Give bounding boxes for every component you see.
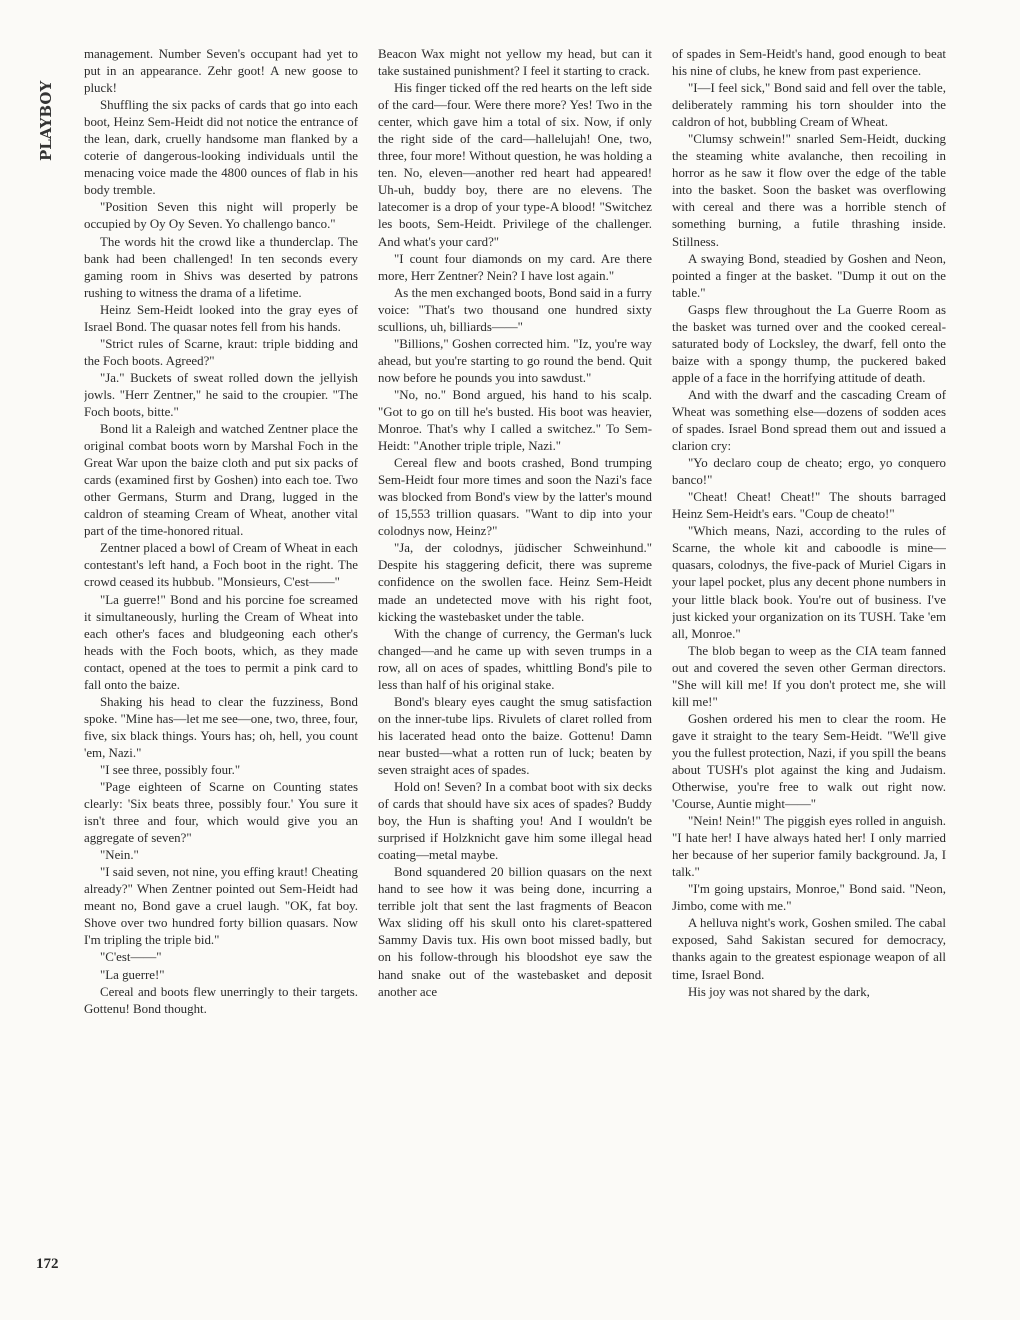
paragraph: "Strict rules of Scarne, kraut: triple bidding and the Foch boots. Agreed?" xyxy=(84,336,358,368)
paragraph: Shuffling the six packs of cards that go into each boot, Heinz Sem-Heidt did not notice the entrance of the lean, dark, cruelly handsome man flanked by a coterie of dangerous-looking individuals until the menacing voice made the 4800 ounces of flab in his body tremble. xyxy=(84,98,358,198)
paragraph: And with the dwarf and the cascading Cream of Wheat was something else—dozens of sodden aces of spades. Israel Bond spread them out and issued a clarion cry: xyxy=(672,387,946,454)
paragraph: The blob began to weep as the CIA team fanned out and covered the seven other German directors. "She will kill me! If you don't protect me, she will kill me!" xyxy=(672,643,946,709)
paragraph: "Which means, Nazi, according to the rules of Scarne, the whole kit and caboodle is mine—quasars, colodnys, the five-pack of Muriel Cigars in your lapel pocket, plus any decent phone numbers in your little black book. You're out of business. I've just kicked your organization on its TUSH. Take 'em all, Monroe." xyxy=(672,524,946,641)
paragraph: "I—I feel sick," Bond said and fell over the table, deliberately ramming his torn shoulder into the caldron of hot, bubbling Cream of Wheat. xyxy=(672,81,946,130)
paragraph: "Position Seven this night will properly be occupied by Oy Oy Seven. Yo challengo banco." xyxy=(84,200,358,232)
paragraph: Bond squandered 20 billion quasars on the next hand to see how it was being done, incurring a terrible jolt that sent the last fragments of Beacon Wax sliding off his skull onto his claret-spattered Sammy Davis tux. His own boot missed badly, but on his follow-through his bloodshot eye saw the hand snake out of the wastebasket and deposit another ace xyxy=(378,865,652,999)
paragraph: Shaking his head to clear the fuzziness, Bond spoke. "Mine has—let me see—one, two, three, four, five, six black things. Yours has; oh, hell, you count 'em, Nazi." xyxy=(84,694,358,760)
paragraph: "La guerre!" xyxy=(100,967,165,982)
paragraph: His finger ticked off the red hearts on the left side of the card—four. Were there more? Yes! Two in the center, which gave him a total of six. Now, if only the right side of the card—hallelujah! One, two, three, four more! Without question, he was holding a ten. No, eleven—another red heart had appeared! Uh-uh, buddy boy, there are no elevens. The latecomer is a drop of your type-A blood! "Switchez les boots, Sem-Heidt. Privilege of the challenger. And what's your card?" xyxy=(378,81,652,249)
paragraph: Hold on! Seven? In a combat boot with six decks of cards that should have six aces of spades? Buddy boy, the Hun is shafting you! And I wouldn't be surprised if Holzknicht gave him some illegal head coating—metal maybe. xyxy=(378,780,652,863)
paragraph: "I said seven, not nine, you effing kraut! Cheating already?" When Zentner pointed out Sem-Heidt had meant no, Bond gave a cruel laugh. "OK, fat boy. Shove over two hundred forty billion quasars. Now I'm tripling the triple bid." xyxy=(84,865,358,948)
text-column-2 xyxy=(378,46,652,1286)
paragraph: "I count four diamonds on my card. Are there more, Herr Zentner? Nein? I have lost again." xyxy=(378,251,652,283)
paragraph: "I'm going upstairs, Monroe," Bond said. "Neon, Jimbo, come with me." xyxy=(672,882,946,914)
paragraph: "C'est——" xyxy=(100,950,162,965)
paragraph: Heinz Sem-Heidt looked into the gray eyes of Israel Bond. The quasar notes fell from his hands. xyxy=(84,302,358,334)
paragraph: Cereal and boots flew unerringly to their targets. Gottenu! Bond thought. xyxy=(84,984,358,1016)
paragraph: "Billions," Goshen corrected him. "Iz, you're way ahead, but you're starting to go round the bend. Quit now before he pounds you into sawdust." xyxy=(378,336,652,385)
paragraph: Cereal flew and boots crashed, Bond trumping Sem-Heidt four more times and soon the Nazi's face was blocked from Bond's view by the latter's mound of 15,553 trillion quasars. "Want to dip into your colodnys now, Heinz?" xyxy=(378,456,652,539)
paragraph: Zentner placed a bowl of Cream of Wheat in each contestant's left hand, a Foch boot in the right. The crowd ceased its hubbub. "Monsieurs, C'est——" xyxy=(84,541,358,590)
paragraph: "No, no." Bond argued, his hand to his scalp. "Got to go on till he's busted. His boot was heavier, Monroe. That's why I called a switchez." To Sem-Heidt: "Another triple triple, Nazi." xyxy=(378,387,652,454)
paragraph: management. Number Seven's occupant had yet to put in an appearance. Zehr goot! A new goose to pluck! xyxy=(84,47,358,96)
paragraph: His joy was not shared by the dark, xyxy=(688,984,870,999)
paragraph: "Clumsy schwein!" snarled Sem-Heidt, ducking the steaming white avalanche, then recoiling in horror as he saw it flow over the edge of the table into the basket. Soon the basket was overflowing with cereal and there was a horrible stench of something burning, a futile thrashing inside. Stillness. xyxy=(672,132,946,249)
paragraph: A swaying Bond, steadied by Goshen and Neon, pointed a finger at the basket. "Dump it out on the table." xyxy=(672,251,946,300)
paragraph: As the men exchanged boots, Bond said in a furry voice: "That's two thousand one hundred sixty scullions, uh, billiards——" xyxy=(378,285,652,334)
paragraph: "I see three, possibly four." xyxy=(100,762,241,777)
paragraph: Bond's bleary eyes caught the smug satisfaction on the inner-tube lips. Rivulets of claret rolled from his lacerated head onto the baize. Gottenu! Damn near busted—what a rotten run of luck; beaten by seven straight aces of spades. xyxy=(378,694,652,777)
paragraph: "Nein." xyxy=(100,848,139,863)
paragraph: Gasps flew throughout the La Guerre Room as the basket was turned over and the cooked cereal-saturated body of Locksley, the dwarf, fell onto the baize with a spongy thump, the puckered baked apple of a face in the horrifying attitude of death. xyxy=(672,302,946,385)
page-number: 172 xyxy=(36,1256,59,1272)
paragraph: A helluva night's work, Goshen smiled. The cabal exposed, Sahd Sakistan secured for democracy, thanks again to the greatest espionage weapon of all time, Israel Bond. xyxy=(672,916,946,982)
paragraph: Goshen ordered his men to clear the room. He gave it straight to the teary Sem-Heidt. "We'll give you the fullest protection, Nazi, if you spill the beans about TUSH's plot against the king and Judaism. Otherwise, you're free to walk out right now. 'Course, Auntie might——" xyxy=(672,711,946,812)
paragraph: With the change of currency, the German's luck changed—and he came up with seven trumps in a row, all on aces of spades, whittling Bond's pile to less than half of his original stake. xyxy=(378,626,652,692)
magazine-name-sidebar: PLAYBOY xyxy=(37,80,55,162)
paragraph: Bond lit a Raleigh and watched Zentner place the original combat boots worn by Marshal Foch in the Great War upon the baize cloth and put six packs of cards (examined first by Goshen) into each toe. Two other Germans, Sturm and Drang, lugged in the caldron of steaming Cream of Wheat, another vital part of the time-honored ritual. xyxy=(84,422,358,539)
paragraph: Beacon Wax might not yellow my head, but can it take sustained punishment? I feel it starting to crack. xyxy=(378,47,652,79)
paragraph: "Ja, der colodnys, jüdischer Schweinhund." Despite his staggering deficit, there was supreme confidence on the swollen face. Heinz Sem-Heidt made an undetected move with his right foot, kicking the wastebasket under the table. xyxy=(378,541,652,624)
paragraph: of spades in Sem-Heidt's hand, good enough to beat his nine of clubs, he knew from past experience. xyxy=(672,47,946,79)
text-column-1 xyxy=(84,46,358,1286)
text-column-3 xyxy=(672,46,946,1286)
paragraph: "La guerre!" Bond and his porcine foe screamed it simultaneously, hurling the Cream of Wheat into each other's faces and bludgeoning each other's heads with the Foch boots, which, as they made contact, opened at the toes to permit a pink card to fall onto the baize. xyxy=(84,592,358,692)
paragraph: "Ja." Buckets of sweat rolled down the jellyish jowls. "Herr Zentner," he said to the croupier. "The Foch boots, bitte." xyxy=(84,370,358,419)
paragraph: "Cheat! Cheat! Cheat!" The shouts barraged Heinz Sem-Heidt's ears. "Coup de cheato!" xyxy=(672,490,946,522)
paragraph: The words hit the crowd like a thunderclap. The bank had been challenged! In ten seconds every gaming room in Shivs was deserted by patrons rushing to witness the drama of a lifetime. xyxy=(84,234,358,300)
paragraph: "Page eighteen of Scarne on Counting states clearly: 'Six beats three, possibly four.' You sure it isn't three and four, which would give you an aggregate of seven?" xyxy=(84,780,358,846)
paragraph: "Yo declaro coup de cheato; ergo, yo conquero banco!" xyxy=(672,456,946,488)
paragraph: "Nein! Nein!" The piggish eyes rolled in anguish. "I hate her! I have always hated her! I only married her because of her superior family background. Ja, I talk." xyxy=(672,814,946,880)
